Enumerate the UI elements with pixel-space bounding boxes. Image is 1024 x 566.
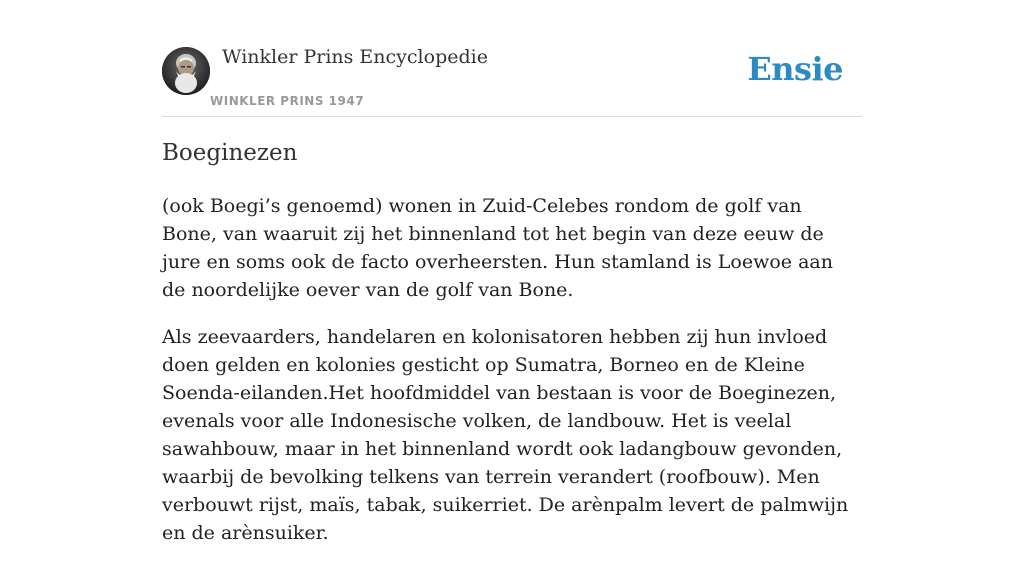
article-paragraph: Als zeevaarders, handelaren en kolonisatoren hebben zij hun invloed doen gelden en kolonies gesticht op Sumatra, Borneo en de Kleine Soenda-eilanden.Het hoofdmiddel van bestaan is voor de Boeginezen, evenals voor alle Indonesische volken, de landbouw. Het is veelal sawahbouw, maar in het binnenland wordt ook ladangbouw gevonden, waarbij de bevolking telkens van terrein verandert (roofbouw). Men verbouwt rijst, maïs, tabak, suikerriet. De arènpalm levert de palmwijn en de arènsuiker. <box>162 326 849 544</box>
site-header <box>162 0 862 117</box>
site-title[interactable]: Winkler Prins Encyclopedie <box>222 46 488 68</box>
bearded-man-portrait-icon <box>162 47 210 95</box>
page <box>162 0 862 544</box>
edition-label[interactable]: WINKLER PRINS 1947 <box>210 94 365 108</box>
brand-logo[interactable]: Ensie <box>747 50 843 88</box>
article-title: Boeginezen <box>162 140 298 166</box>
article-paragraph: (ook Boegi’s genoemd) wonen in Zuid-Celebes rondom de golf van Bone, van waaruit zij het binnenland tot het begin van deze eeuw de jure en soms ook de facto overheersten. Hun stamland is Loewoe aan de noordelijke oever van de golf van Bone. <box>162 195 833 301</box>
article-body <box>162 192 862 566</box>
avatar[interactable] <box>162 47 210 95</box>
